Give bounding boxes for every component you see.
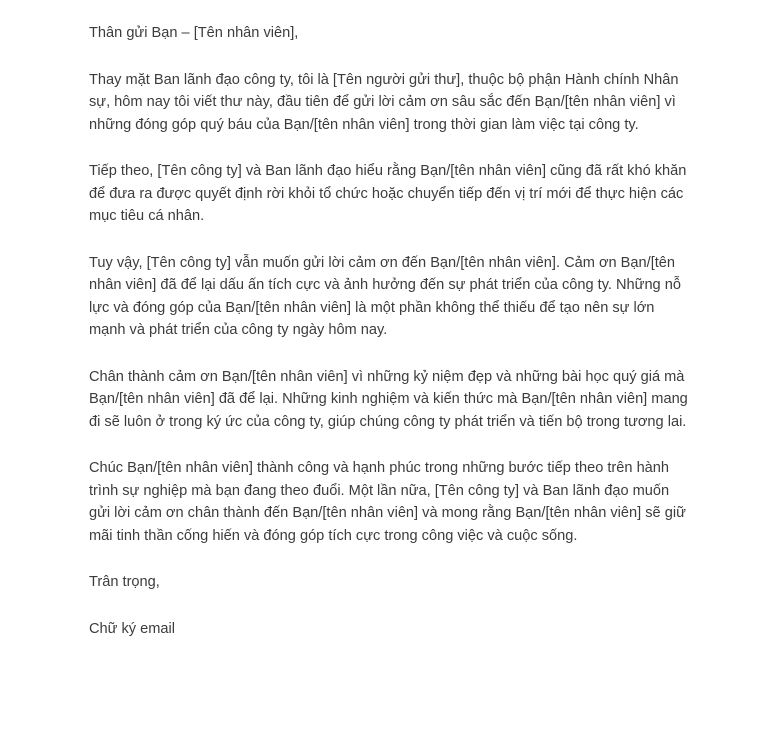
letter-paragraph-thanks: Tuy vậy, [Tên công ty] vẫn muốn gửi lời cảm ơn đến Bạn/[tên nhân viên]. Cảm ơn Bạn/[tên nhân viên] đã để lại dấu ấn tích cực và ảnh hưởng đến sự phát triển của công ty. Những nỗ lực và đóng góp của Bạn/[tên nhân viên] là một phần không thể thiếu để tạo nên sự lớn mạnh và phát triển của công ty ngày hôm nay.: [89, 254, 681, 338]
letter-paragraph-memories: Chân thành cảm ơn Bạn/[tên nhân viên] vì những kỷ niệm đẹp và những bài học quý giá mà Bạn/[tên nhân viên] đã để lại. Những kinh nghiệm và kiến thức mà Bạn/[tên nhân viên] mang đi sẽ luôn ở trong ký ức của công ty, giúp chúng công ty phát triển và tiến bộ trong tương lai.: [89, 368, 688, 430]
letter-signature: Chữ ký email: [89, 620, 176, 637]
letter-paragraph-wishes: Chúc Bạn/[tên nhân viên] thành công và hạnh phúc trong những bước tiếp theo trên hành trình sự nghiệp mà bạn đang theo đuổi. Một lần nữa, [Tên công ty] và Ban lãnh đạo muốn gửi lời cảm ơn chân thành đến Bạn/[tên nhân viên] và mong rằng Bạn/[tên nhân viên] sẽ giữ mãi tinh thần cống hiến và đóng góp tích cực trong công việc và cuộc sống.: [89, 460, 686, 544]
email-letter-body: [89, 22, 689, 640]
letter-closing: Trân trọng,: [89, 574, 160, 590]
letter-salutation: Thân gửi Bạn – [Tên nhân viên],: [89, 25, 299, 41]
letter-paragraph-intro: Thay mặt Ban lãnh đạo công ty, tôi là [Tên người gửi thư], thuộc bộ phận Hành chính Nhân sự, hôm nay tôi viết thư này, đầu tiên để gửi lời cảm ơn sâu sắc đến Bạn/[tên nhân viên] vì những đóng góp quý báu của Bạn/[tên nhân viên] trong thời gian làm việc tại công ty.: [89, 71, 679, 133]
letter-paragraph-understanding: Tiếp theo, [Tên công ty] và Ban lãnh đạo hiểu rằng Bạn/[tên nhân viên] cũng đã rất khó khăn để đưa ra được quyết định rời khỏi tổ chức hoặc chuyển tiếp đến vị trí mới để thực hiện các mục tiêu cá nhân.: [89, 163, 687, 224]
